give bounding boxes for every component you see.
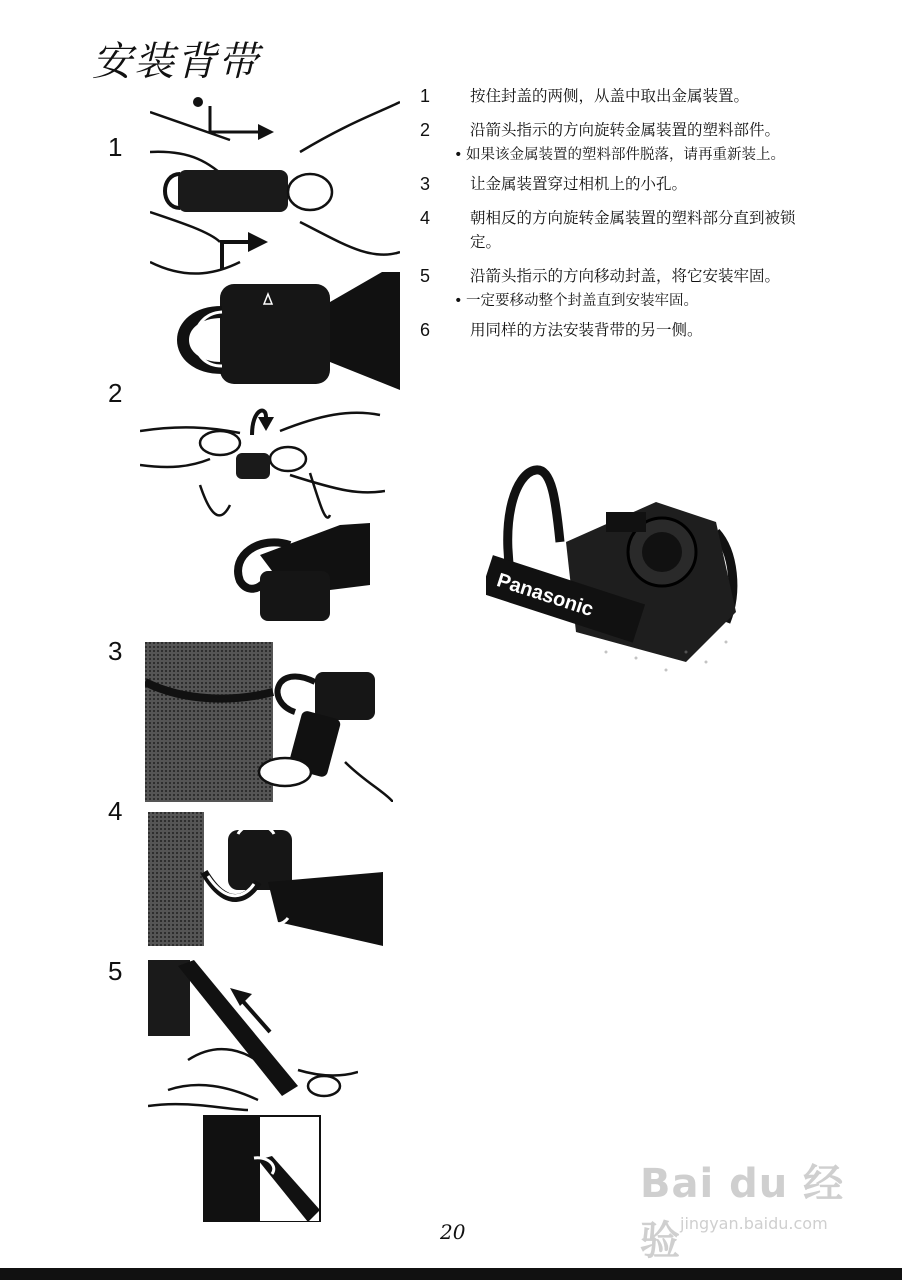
step-2	[420, 118, 820, 142]
step-number: 1	[420, 86, 431, 106]
figure-number-3: 3	[108, 636, 123, 666]
step-text: 沿箭头指示的方向旋转金属装置的塑料部件。	[470, 121, 781, 139]
step-4	[420, 206, 820, 254]
step-text: 沿箭头指示的方向移动封盖，将它安装牢固。	[470, 267, 781, 285]
step-6	[420, 318, 820, 342]
step-number: 5	[420, 266, 431, 286]
figure-5-illustration	[148, 960, 358, 1222]
bullet-icon: •	[454, 293, 463, 309]
watermark-logo: Bai du 经验	[640, 1161, 845, 1264]
watermark	[640, 1152, 870, 1264]
figure-2-illustration	[140, 395, 385, 630]
step-2-note	[420, 144, 820, 166]
camera-with-strap-illustration	[486, 462, 756, 692]
figure-1-illustration	[150, 92, 400, 390]
bullet-icon: •	[454, 147, 463, 163]
step-text: 按住封盖的两侧，从盖中取出金属装置。	[470, 87, 750, 105]
instruction-list	[420, 84, 820, 352]
figure-4-illustration	[148, 812, 383, 946]
figure-number-1: 1	[108, 132, 123, 162]
page-number: 20	[440, 1220, 466, 1244]
step-number: 6	[420, 320, 431, 340]
arrow-icon	[210, 106, 274, 140]
step-3	[420, 172, 820, 196]
step-5	[420, 264, 820, 288]
figure-number-2: 2	[108, 378, 123, 408]
step-text: 让金属装置穿过相机上的小孔。	[470, 175, 688, 193]
arrow-icon	[222, 232, 268, 270]
step-5-note	[420, 290, 820, 312]
step-number: 2	[420, 120, 431, 140]
figure-number-5: 5	[108, 956, 123, 986]
note-text: 一定要移动整个封盖直到安装牢固。	[466, 293, 698, 309]
figure-number-4: 4	[108, 796, 123, 826]
watermark-url: jingyan.baidu.com	[680, 1214, 828, 1233]
note-text: 如果该金属装置的塑料部件脱落，请再重新装上。	[466, 147, 785, 163]
step-number: 4	[420, 208, 431, 228]
step-1	[420, 84, 820, 108]
step-text: 用同样的方法安装背带的另一侧。	[470, 321, 703, 339]
step-number: 3	[420, 174, 431, 194]
strap-brand-text: Panasonic	[494, 569, 597, 622]
arrow-icon	[252, 411, 274, 435]
figure-3-illustration	[145, 642, 393, 802]
step-text: 朝相反的方向旋转金属装置的塑料部分直到被锁定。	[470, 209, 796, 251]
bottom-border	[0, 1268, 902, 1280]
page-title: 安装背带	[92, 39, 260, 85]
